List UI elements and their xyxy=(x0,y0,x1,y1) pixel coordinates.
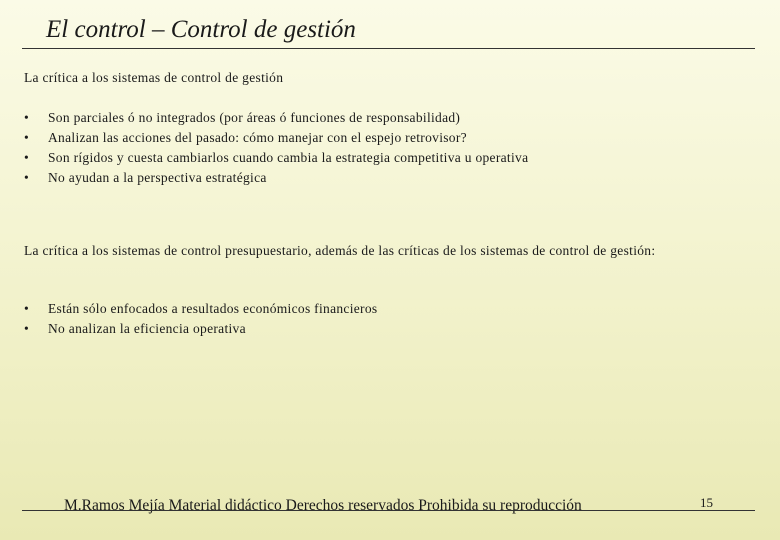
bullet-icon: • xyxy=(24,130,30,145)
slide-title: El control – Control de gestión xyxy=(46,16,356,43)
footer-copyright: M.Ramos Mejía Material didáctico Derechos reservados Prohibida su reproducción xyxy=(64,497,582,514)
list-item xyxy=(24,128,528,148)
list-item xyxy=(24,319,377,339)
list-item xyxy=(24,168,528,188)
list-item xyxy=(24,148,528,168)
section-heading-control-presupuestario: La crítica a los sistemas de control presupuestario, además de las críticas de los sistemas de control de gestión: xyxy=(24,243,656,258)
section-heading-control-gestion: La crítica a los sistemas de control de gestión xyxy=(24,70,284,85)
page-number: 15 xyxy=(700,495,713,510)
bullet-text: No analizan la eficiencia operativa xyxy=(48,321,246,336)
bullet-list-control-presupuestario xyxy=(24,299,377,339)
bullet-text: No ayudan a la perspectiva estratégica xyxy=(48,170,267,185)
list-item xyxy=(24,108,528,128)
bullet-text: Son rígidos y cuesta cambiarlos cuando cambia la estrategia competitiva u operativa xyxy=(48,150,529,165)
bullet-icon: • xyxy=(24,150,30,165)
bullet-text: Analizan las acciones del pasado: cómo manejar con el espejo retrovisor? xyxy=(48,130,467,145)
bullet-icon: • xyxy=(24,321,30,336)
bullet-text: Están sólo enfocados a resultados económicos financieros xyxy=(48,301,378,316)
bullet-list-control-gestion xyxy=(24,108,528,188)
bullet-icon: • xyxy=(24,110,30,125)
bullet-icon: • xyxy=(24,170,30,185)
list-item xyxy=(24,299,377,319)
bullet-text: Son parciales ó no integrados (por áreas ó funciones de responsabilidad) xyxy=(48,110,461,125)
title-underline xyxy=(22,48,755,49)
footer-rule xyxy=(22,510,755,511)
bullet-icon: • xyxy=(24,301,30,316)
